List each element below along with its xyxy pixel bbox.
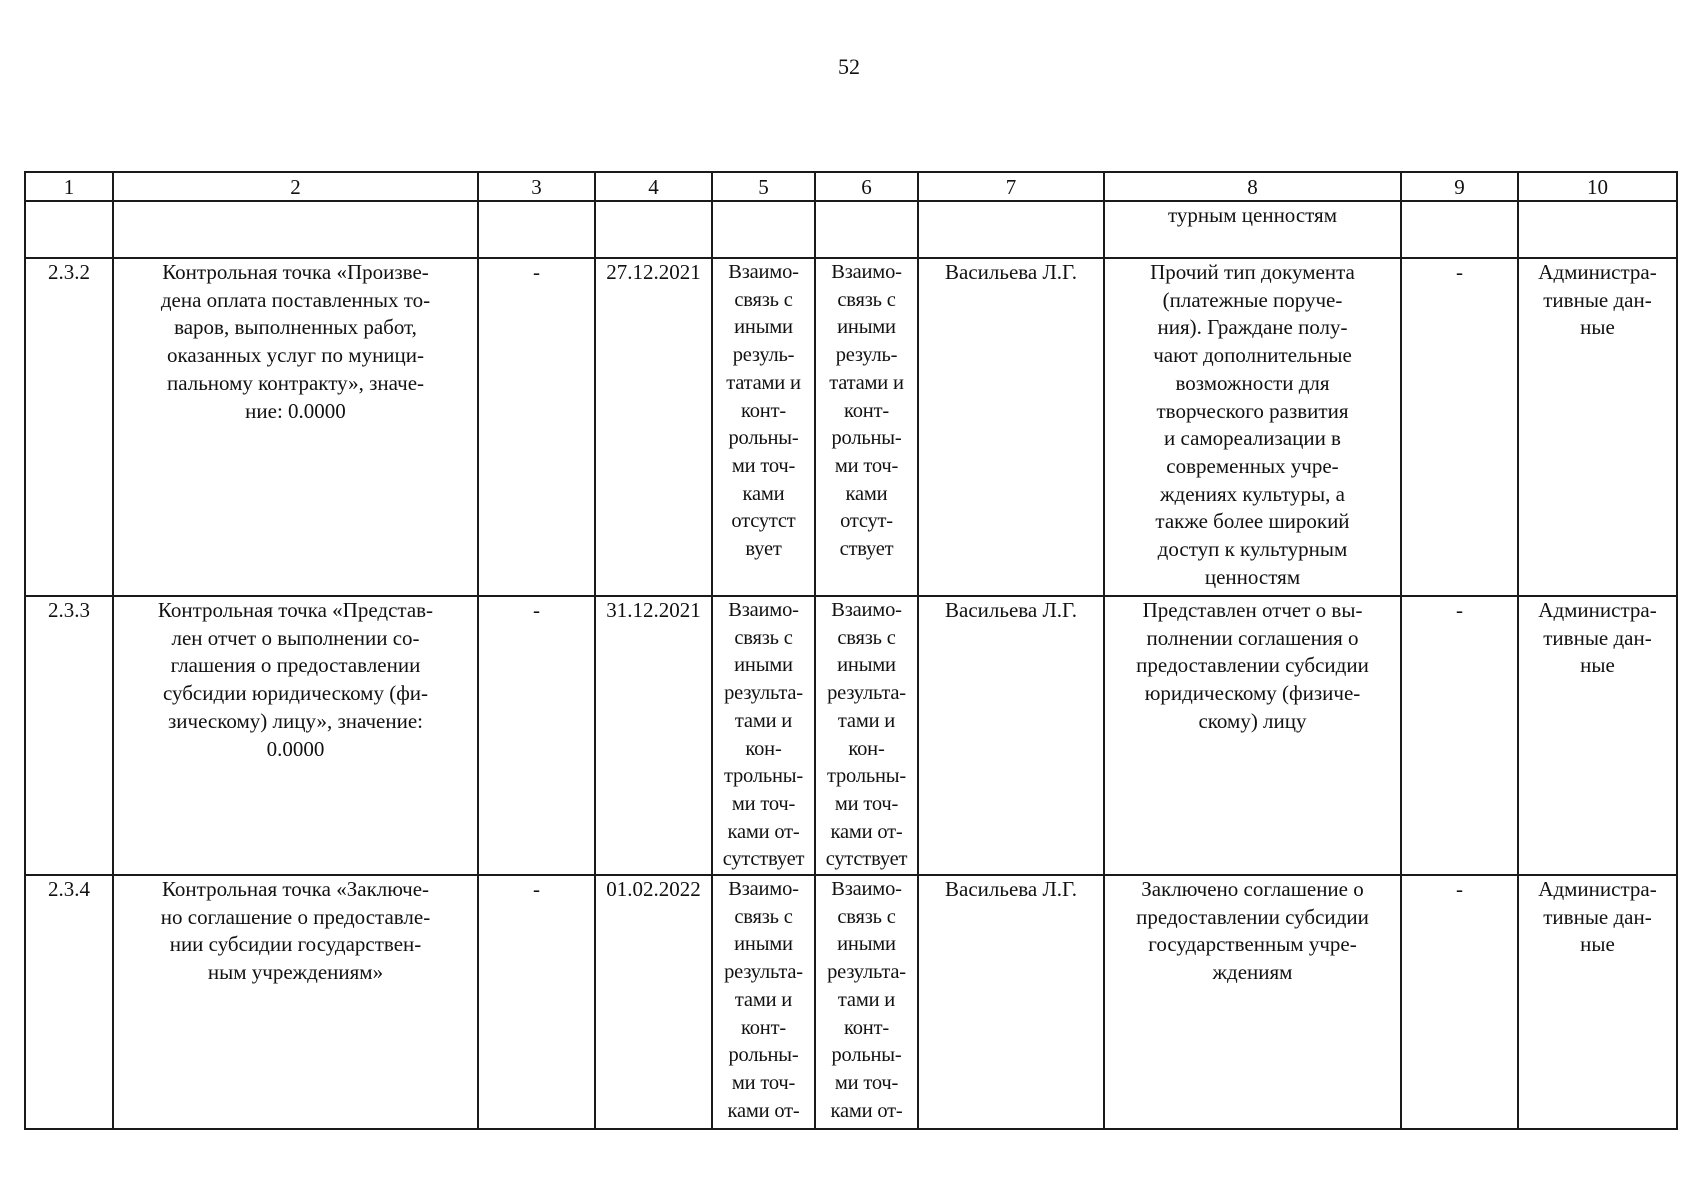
- cell-line: результа-: [724, 682, 803, 705]
- column-header: 5: [712, 172, 815, 201]
- control-point-name-cell: [113, 258, 478, 596]
- row-number-cell: 2.3.3: [25, 596, 113, 875]
- control-point-name-cell: [113, 875, 478, 1129]
- description-cell: [1104, 258, 1401, 596]
- cell-line: юридическому (физиче-: [1144, 681, 1361, 706]
- cell-line: отсут-: [840, 510, 893, 533]
- row-number-cell: 2.3.4: [25, 875, 113, 1129]
- source-cell: [1518, 258, 1677, 596]
- cell-line: ные: [1580, 315, 1615, 340]
- cell-line: Представлен отчет о вы-: [1142, 598, 1363, 622]
- table-cell: [918, 201, 1104, 258]
- cell-line: результа-: [827, 682, 906, 705]
- responsible-cell: Васильева Л.Г.: [918, 596, 1104, 875]
- table-cell: [712, 201, 815, 258]
- cell-line: 0.0000: [266, 736, 325, 761]
- table-row: [25, 875, 1677, 1129]
- cell-line: тами и: [734, 709, 793, 732]
- source-cell: [1518, 875, 1677, 1129]
- cell-line: трольны-: [827, 765, 906, 788]
- cell-line: вует: [745, 538, 782, 561]
- cell-line: ками: [845, 482, 888, 505]
- cell-line: Прочий тип документа: [1150, 260, 1355, 284]
- cell-line: дена оплата поставленных то-: [160, 287, 431, 312]
- cell-line: ным учреждениям»: [207, 960, 384, 985]
- cell-line: иными: [734, 654, 793, 677]
- relation-cell: [815, 258, 918, 596]
- table-cell: [1518, 201, 1677, 258]
- cell-line: оказанных услуг по муници-: [166, 343, 425, 368]
- cell-line: и самореализации в: [1164, 426, 1341, 451]
- cell-line: Администра-: [1538, 260, 1657, 284]
- column-header: 3: [478, 172, 595, 201]
- cell-line: Контрольная точка «Заключе-: [161, 877, 430, 902]
- cell-line: субсидии юридическому (фи-: [162, 681, 429, 706]
- dash-cell: -: [478, 596, 595, 875]
- table-cell: [595, 201, 712, 258]
- column-header: 4: [595, 172, 712, 201]
- cell-line: ние: 0.0000: [245, 398, 346, 423]
- cell-line: рольны-: [728, 427, 799, 450]
- dash-cell: -: [478, 258, 595, 596]
- cell-line: Контрольная точка «Произве-: [162, 260, 429, 284]
- cell-line: (платежные поруче-: [1162, 287, 1343, 312]
- relation-cell: [712, 258, 815, 596]
- cell-line: рольны-: [728, 1044, 799, 1067]
- cell-line: предоставлении субсидии: [1136, 653, 1369, 678]
- cell-line: но соглашение о предоставле-: [160, 904, 431, 929]
- table-cell: [25, 201, 113, 258]
- responsible-cell: Васильева Л.Г.: [918, 258, 1104, 596]
- cell-line: тами и: [837, 988, 896, 1011]
- cell-line: ствует: [839, 538, 894, 561]
- continuation-row: [25, 201, 1677, 258]
- cell-line: ми точ-: [731, 792, 796, 815]
- cell-line: чают дополнительные: [1153, 343, 1352, 368]
- cell-line: сутствует: [825, 848, 908, 871]
- cell-line: конт-: [844, 1016, 889, 1039]
- row-number-cell: 2.3.2: [25, 258, 113, 596]
- cell-line: лен отчет о выполнении со-: [171, 625, 420, 650]
- column-header: 9: [1401, 172, 1518, 201]
- cell-line: иными: [734, 316, 793, 339]
- cell-line: сутствует: [722, 848, 805, 871]
- dash-cell: -: [1401, 258, 1518, 596]
- column-header: 2: [113, 172, 478, 201]
- cell-line: результа-: [827, 961, 906, 984]
- relation-cell: [712, 596, 815, 875]
- description-cell: [1104, 596, 1401, 875]
- cell-line: связь с: [837, 905, 896, 928]
- cell-line: ные: [1580, 653, 1615, 678]
- cell-line: доступ к культурным: [1157, 537, 1348, 562]
- cell-line: зическому) лицу», значение:: [167, 708, 424, 733]
- cell-line: иными: [837, 316, 896, 339]
- cell-line: татами и: [726, 371, 801, 394]
- cell-line: иными: [837, 654, 896, 677]
- column-header: 7: [918, 172, 1104, 201]
- relation-cell: [815, 875, 918, 1129]
- data-table: [24, 171, 1678, 1130]
- cell-line: ми точ-: [731, 1071, 796, 1094]
- cell-line: кон-: [848, 737, 885, 760]
- cell-line: пальному контракту», значе-: [166, 370, 425, 395]
- cell-line: тами и: [734, 988, 793, 1011]
- control-point-name-cell: [113, 596, 478, 875]
- cell-line: рольны-: [831, 1044, 902, 1067]
- column-header: 8: [1104, 172, 1401, 201]
- cell-line: ценностям: [1204, 564, 1301, 589]
- cell-line: иными: [734, 933, 793, 956]
- cell-line: связь с: [734, 288, 793, 311]
- cell-line: современных учре-: [1166, 453, 1339, 478]
- table-row: [25, 596, 1677, 875]
- cell-line: трольны-: [724, 765, 803, 788]
- page-number: 52: [838, 54, 860, 79]
- date-cell: 31.12.2021: [595, 596, 712, 875]
- cell-line: тивные дан-: [1543, 287, 1652, 312]
- cell-line: тивные дан-: [1543, 625, 1652, 650]
- cell-line: ми точ-: [834, 1071, 899, 1094]
- cell-line: ми точ-: [731, 454, 796, 477]
- cell-line: глашения о предоставлении: [170, 653, 421, 678]
- cell-line: кон-: [745, 737, 782, 760]
- cell-line: ные: [1580, 932, 1615, 957]
- continued-description-cell: [1104, 201, 1401, 258]
- dash-cell: -: [478, 875, 595, 1129]
- cell-line: Взаимо-: [831, 261, 902, 283]
- cell-line: татами и: [829, 371, 904, 394]
- cell-line: ждениях культуры, а: [1160, 481, 1345, 506]
- cell-line: государственным учре-: [1148, 932, 1357, 957]
- cell-line: ками от-: [830, 1099, 903, 1122]
- cell-line: ния). Граждане полу-: [1157, 315, 1348, 340]
- column-header: 6: [815, 172, 918, 201]
- source-cell: [1518, 596, 1677, 875]
- cell-line: Заключено соглашение о: [1141, 877, 1364, 902]
- cell-line: варов, выполненных работ,: [174, 315, 417, 340]
- cell-line: связь с: [734, 626, 793, 649]
- cell-line: рольны-: [831, 427, 902, 450]
- cell-line: творческого развития: [1156, 398, 1349, 423]
- column-header: 1: [25, 172, 113, 201]
- table-cell: [815, 201, 918, 258]
- cell-line: нии субсидии государствен-: [169, 932, 422, 957]
- date-cell: 01.02.2022: [595, 875, 712, 1129]
- cell-line: Администра-: [1538, 598, 1657, 622]
- header-row: [25, 172, 1677, 201]
- cell-line: резуль-: [835, 344, 898, 367]
- dash-cell: -: [1401, 596, 1518, 875]
- column-header: 10: [1518, 172, 1677, 201]
- responsible-cell: Васильева Л.Г.: [918, 875, 1104, 1129]
- cell-line: скому) лицу: [1198, 708, 1307, 733]
- cell-line: Администра-: [1538, 877, 1657, 902]
- table-cell: [478, 201, 595, 258]
- cell-line: отсутст: [731, 510, 796, 533]
- cell-line: связь с: [837, 288, 896, 311]
- cell-line: полнении соглашения о: [1146, 625, 1359, 650]
- relation-cell: [712, 875, 815, 1129]
- cell-line: тивные дан-: [1543, 904, 1652, 929]
- cell-line: ками от-: [727, 820, 800, 843]
- table-cell: [1401, 201, 1518, 258]
- date-cell: 27.12.2021: [595, 258, 712, 596]
- table-cell: [113, 201, 478, 258]
- cell-line: ми точ-: [834, 454, 899, 477]
- cell-line: ми точ-: [834, 792, 899, 815]
- cell-line: Взаимо-: [728, 878, 799, 901]
- cell-line: возможности для: [1175, 370, 1330, 395]
- cell-line: ждениям: [1212, 960, 1293, 985]
- cell-line: Взаимо-: [831, 599, 902, 621]
- cell-line: Взаимо-: [831, 878, 902, 901]
- cell-line: ками: [742, 482, 785, 505]
- table-row: [25, 258, 1677, 596]
- cell-line: связь с: [837, 626, 896, 649]
- cell-line: ками от-: [830, 820, 903, 843]
- cell-line: связь с: [734, 905, 793, 928]
- cell-line: конт-: [844, 399, 889, 422]
- cell-line: предоставлении субсидии: [1136, 904, 1369, 929]
- cell-line: конт-: [741, 1016, 786, 1039]
- dash-cell: -: [1401, 875, 1518, 1129]
- description-cell: [1104, 875, 1401, 1129]
- cell-line: результа-: [724, 961, 803, 984]
- cell-line: Взаимо-: [728, 599, 799, 621]
- cell-line: Контрольная точка «Представ-: [157, 598, 434, 622]
- relation-cell: [815, 596, 918, 875]
- cell-line: Взаимо-: [728, 261, 799, 283]
- cell-line: также более широкий: [1155, 509, 1350, 534]
- cell-line: турным ценностям: [1167, 203, 1337, 227]
- cell-line: иными: [837, 933, 896, 956]
- cell-line: резуль-: [732, 344, 795, 367]
- cell-line: тами и: [837, 709, 896, 732]
- cell-line: ками от-: [727, 1099, 800, 1122]
- cell-line: конт-: [741, 399, 786, 422]
